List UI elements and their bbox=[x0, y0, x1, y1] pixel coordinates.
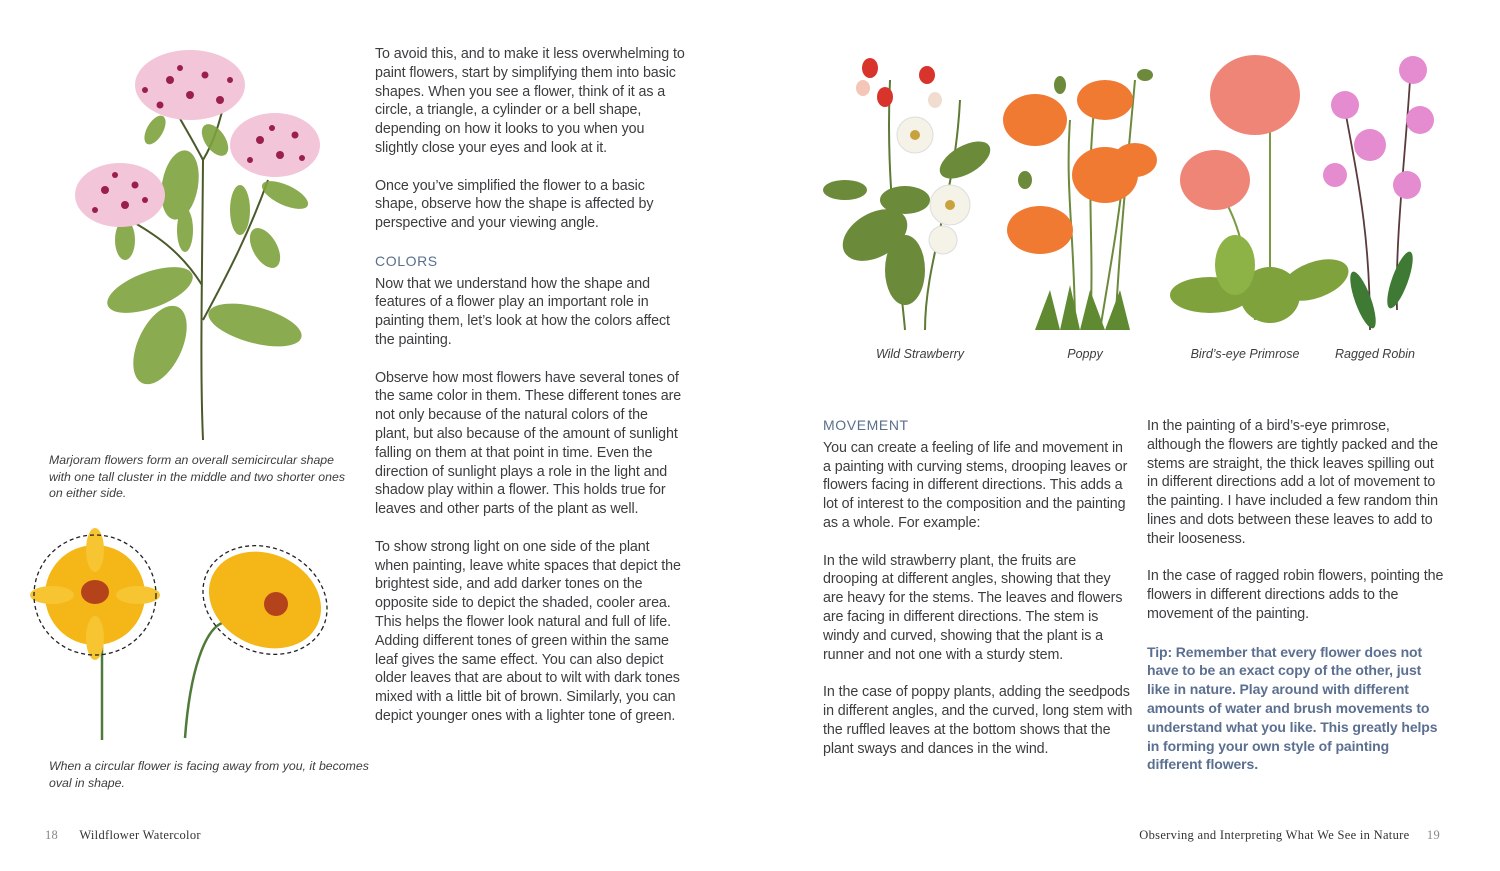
ragged-robin-plant bbox=[1323, 56, 1434, 331]
caption-oval-flower: When a circular flower is facing away from you, it becomes oval in shape. bbox=[49, 759, 369, 790]
page-number-left: 18 bbox=[45, 828, 59, 842]
colors-paragraph-2: Observe how most flowers have several tones of the same color in them. These different tones are not only because of the natural colors of the plant, but also because of the amount of sunlight falling on them at that point in time. Even the direction of sunlight plays a role in the light and shadow play within a flower. This holds true for leaves and other parts of the plant as well. bbox=[375, 369, 682, 518]
colors-paragraph-3: To show strong light on one side of the plant when painting, leave white spaces that depict the brightest side, and add darker tones on the opposite side to depict the shaded, cooler area. This helps the flower look natural and full of life. Adding different tones of green within the same leaf gives the same effect. You can also depict older leaves that are about to wilt with dark tones mixed with a little bit of brown. Similarly, you can depict younger ones with a lighter tone of green. bbox=[375, 538, 681, 724]
right-footer bbox=[1139, 828, 1440, 843]
movement-paragraph-2: In the wild strawberry plant, the fruits are drooping at different angles, showing that they are heavy for the stems. The leaves and flowers are facing in different directions. The stem is windy and curved, showing that the plant is a runner and not one with a sturdy stem. bbox=[823, 552, 1123, 663]
left-footer bbox=[45, 828, 201, 843]
left-text-column bbox=[375, 45, 685, 744]
wild-strawberry-plant bbox=[823, 58, 996, 330]
poppy-plant bbox=[1003, 69, 1157, 330]
right-page bbox=[750, 0, 1500, 871]
ragged-robin-paragraph: In the case of ragged robin flowers, pointing the flowers in different directions adds to the movement of the painting. bbox=[1147, 568, 1444, 622]
page-number-right: 19 bbox=[1426, 828, 1440, 842]
label-wild-strawberry: Wild Strawberry bbox=[875, 347, 965, 361]
marjoram-illustration bbox=[40, 40, 360, 440]
chapter-title: Observing and Interpreting What We See in Nature bbox=[1139, 828, 1410, 842]
label-ragged-robin: Ragged Robin bbox=[1335, 347, 1415, 361]
movement-column bbox=[823, 416, 1133, 777]
four-plants-illustration bbox=[815, 40, 1465, 340]
primrose-paragraph: In the painting of a bird’s-eye primrose, although the flowers are tightly packed and the stems are straight, the thick leaves spilling out in different directions add a lot of movement to the painting. I have included a few random thin lines and dots between these leaves to add to their looseness. bbox=[1147, 418, 1438, 547]
label-birds-eye-primrose: Bird’s-eye Primrose bbox=[1190, 347, 1300, 361]
tip-callout: Tip: Remember that every flower does not have to be an exact copy of the other, just like in nature. Play around with different amounts of water and brush movements to understand what you like. This greatly helps in forming your own style of painting different flowers. bbox=[1147, 643, 1438, 773]
book-title: Wildflower Watercolor bbox=[79, 828, 201, 842]
circular-vs-oval-flower-illustration bbox=[30, 520, 330, 750]
movement-heading: MOVEMENT bbox=[823, 417, 909, 433]
label-poppy: Poppy bbox=[1067, 347, 1103, 361]
intro-paragraph-1: To avoid this, and to make it less overwhelming to paint flowers, start by simplifying them into basic shapes. When you see a flower, think of it as a circle, a triangle, a cylinder or a bell shape, depending on how it looks to you when you slightly close your eyes and look at it. bbox=[375, 46, 685, 156]
caption-marjoram: Marjoram flowers form an overall semicircular shape with one tall cluster in the middle and two shorter ones on either side. bbox=[49, 453, 345, 500]
intro-paragraph-2: Once you’ve simplified the flower to a basic shape, observe how the shape is affected by perspective and your viewing angle. bbox=[375, 177, 654, 232]
colors-paragraph-1: Now that we understand how the shape and features of a flower play an important role in painting them, let’s look at how the colors affect the painting. bbox=[375, 275, 670, 348]
right-text-column bbox=[1147, 417, 1447, 774]
birds-eye-primrose-plant bbox=[1170, 55, 1354, 323]
colors-heading: COLORS bbox=[375, 252, 438, 269]
movement-paragraph-1: You can create a feeling of life and movement in a painting with curving stems, drooping leaves or flowers facing in different directions. This adds a lot of interest to the composition and the painting as a whole. For example: bbox=[823, 439, 1128, 531]
movement-paragraph-3: In the case of poppy plants, adding the seedpods in different angles, and the curved, long stem with the ruffled leaves at the bottom shows that the plant sways and dances in the wind. bbox=[823, 684, 1133, 757]
